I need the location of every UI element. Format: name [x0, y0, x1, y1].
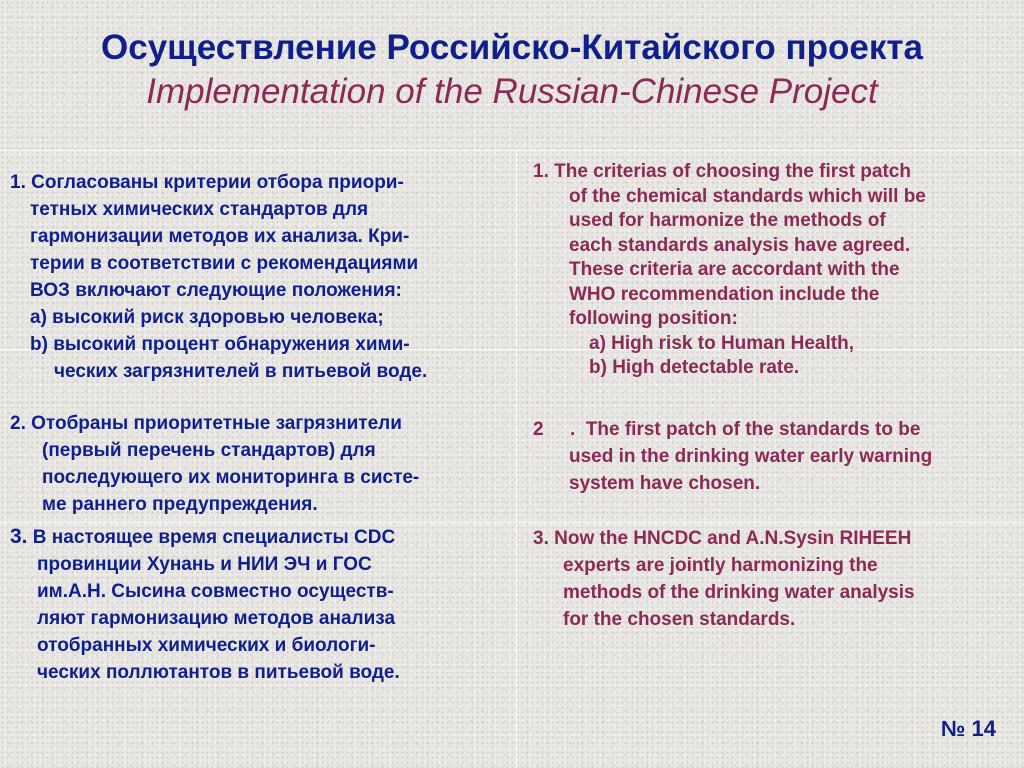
english-item-3-line: experts are jointly harmonizing the [563, 555, 878, 576]
russian-item-2 [10, 410, 419, 518]
english-item-2-line: system have chosen. [569, 473, 761, 494]
russian-item-1-line: 1. Согласованы критерии отбора приори- [10, 172, 404, 193]
russian-item-1-line: гармонизации методов их анализа. Кри- [30, 226, 410, 247]
russian-item-2-line: последующего их мониторинга в систе- [42, 467, 420, 488]
russian-item-1 [10, 169, 427, 385]
slide-title [0, 26, 1024, 114]
english-item-3 [533, 525, 915, 633]
russian-item-3-line [10, 523, 400, 551]
english-item-1-line: These criteria are accordant with the [569, 259, 900, 280]
russian-item-1-line: а) высокий риск здоровью человека; [30, 307, 384, 328]
russian-item-3-line: ческих поллютантов в питьевой воде. [37, 662, 400, 683]
english-item-1-line: used for harmonize the methods of [569, 210, 886, 231]
english-item-1-line: following position: [569, 308, 738, 329]
russian-item-3-text: В настоящее время специалисты CDC [27, 527, 396, 548]
divider-column [516, 150, 517, 768]
title-russian: Осуществление Российско-Китайского проекта [101, 28, 923, 67]
english-item-3-line: methods of the drinking water analysis [563, 582, 915, 603]
russian-item-3-number: 3. [10, 525, 28, 548]
english-item-1-line: a) High risk to Human Health, [589, 332, 854, 354]
russian-item-2-line: ме раннего предупреждения. [42, 494, 318, 515]
divider-top [0, 150, 1024, 151]
english-item-1 [533, 160, 926, 381]
russian-item-3-line: ляют гармонизацию методов анализа [37, 608, 396, 629]
english-item-1-line: each standards analysis have agreed. [569, 234, 911, 256]
english-item-1-line: b) High detectable rate. [589, 357, 800, 378]
russian-item-1-line: b) высокий процент обнаружения хими- [30, 334, 410, 355]
russian-item-1-line: ВОЗ включают следующие положения: [30, 280, 402, 301]
title-english: Implementation of the Russian-Chinese Project [146, 72, 878, 111]
russian-item-1-line: тетных химических стандартов для [30, 199, 369, 220]
russian-item-2-line: 2. Отобраны приоритетные загрязнители [10, 413, 402, 434]
russian-item-3-line: отобранных химических и биологи- [37, 635, 376, 656]
english-item-1-line: WHO recommendation include the [569, 283, 880, 305]
russian-item-1-line: ческих загрязнителей в питьевой воде. [54, 361, 428, 382]
english-item-2-line: 2 . The first patch of the standards to be [533, 419, 921, 440]
russian-item-3-line: провинции Хунань и НИИ ЭЧ и ГОС [37, 554, 372, 575]
english-item-1-line: 1. The criterias of choosing the first patch [533, 161, 911, 182]
english-item-1-line: of the chemical standards which will be [569, 185, 926, 207]
slide-number: № 14 [940, 716, 996, 741]
russian-item-3 [10, 523, 400, 686]
russian-item-1-line: терии в соответствии с рекомендациями [30, 253, 419, 274]
russian-item-3-line: им.А.Н. Сысина совместно осуществ- [37, 581, 394, 602]
english-item-2-line: used in the drinking water early warning [569, 446, 933, 467]
english-item-3-line: 3. Now the HNCDC and A.N.Sysin RIHEEH [533, 528, 912, 549]
english-item-2 [533, 416, 932, 497]
russian-item-2-line: (первый перечень стандартов) для [42, 440, 376, 461]
english-item-3-line: for the chosen standards. [563, 609, 796, 630]
